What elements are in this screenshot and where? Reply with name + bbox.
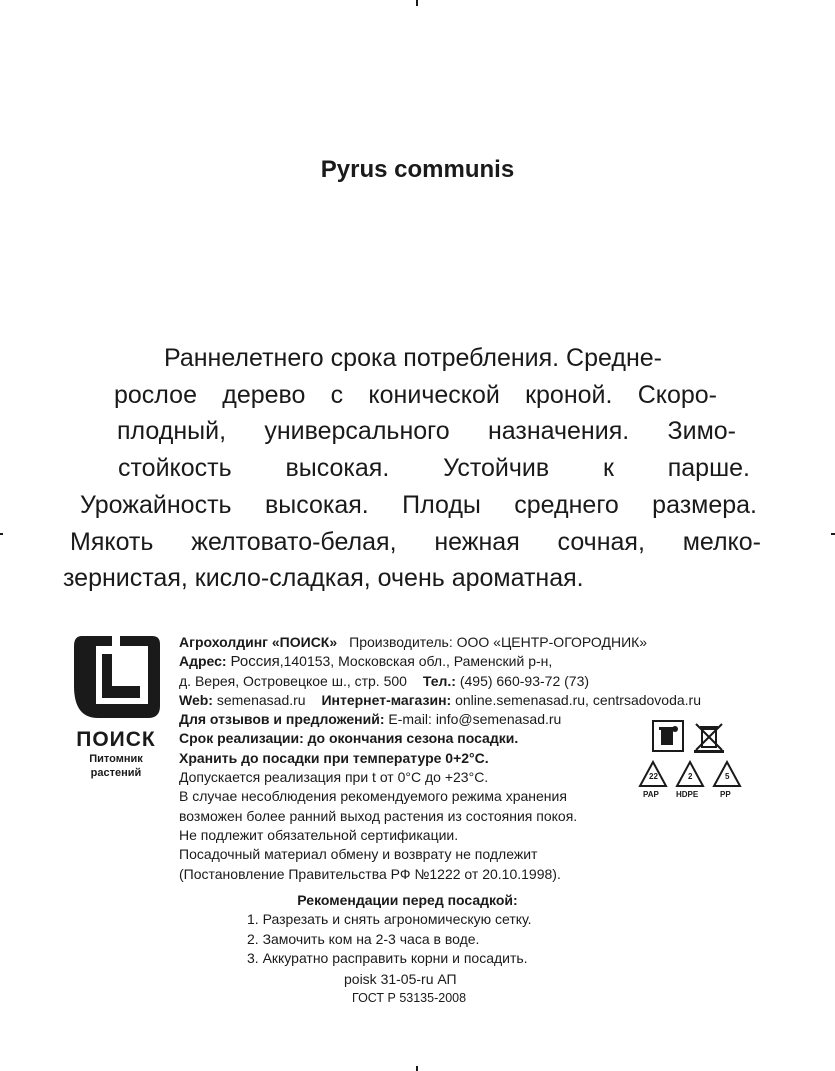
tel-label: Тел.:: [422, 672, 456, 689]
storage-condition: Хранить до посадки при температуре 0+2°С.: [179, 749, 489, 766]
gost-standard: ГОСТ Р 53135-2008: [352, 991, 467, 1006]
address-line-2: д. Верея, Островецкое ш., стр. 500: [179, 672, 407, 689]
note-line: В случае несоблюдения рекомендуемого режима хранения: [179, 788, 567, 805]
address-country: Россия: [230, 653, 280, 671]
recommendation-step: 1. Разрезать и снять агрономическую сетку.: [247, 911, 532, 928]
product-code: poisk 31-05-ru АП: [344, 971, 457, 988]
recycle-code: 22: [649, 772, 658, 781]
crop-mark-bottom: [416, 1066, 418, 1071]
shop-label: Интернет-магазин:: [321, 691, 452, 708]
description-line: Урожайность высокая. Плоды среднего размера.: [80, 490, 757, 519]
feedback-email[interactable]: E-mail: info@semenasad.ru: [388, 711, 562, 728]
web-label: Web:: [179, 691, 213, 708]
logo-subtitle: Питомник: [89, 753, 143, 765]
crop-mark-top: [416, 0, 418, 6]
description-line: Раннелетнего срока потребления. Средне-: [163, 344, 662, 372]
tel-value: (495) 660-93-72 (73): [459, 672, 590, 689]
recycle-label: PAP: [643, 790, 659, 799]
description-line: зернистая, кисло-сладкая, очень ароматная.: [63, 564, 584, 593]
producer: Производитель: ООО «ЦЕНТР-ОГОРОДНИК»: [349, 634, 648, 650]
recycle-code: 2: [688, 772, 693, 781]
address-row: [179, 652, 779, 671]
address-label: Адрес:: [179, 653, 227, 670]
crossed-bin-icon: [692, 720, 726, 754]
feedback-label: Для отзывов и предложений:: [179, 711, 385, 728]
company-row: [179, 633, 779, 652]
shop-links[interactable]: online.semenasad.ru, centrsadovoda.ru: [455, 691, 702, 708]
web-link[interactable]: semenasad.ru: [216, 691, 306, 708]
recommendation-step: 3. Аккуратно расправить корни и посадить.: [247, 949, 528, 966]
logo-subtitle: растений: [90, 767, 142, 779]
planting-recommendations: [0, 891, 835, 1009]
recommendations-heading: Рекомендации перед посадкой:: [297, 892, 518, 908]
recycle-label: HDPE: [676, 790, 699, 799]
company-name: Агрохолдинг «ПОИСК»: [179, 634, 338, 650]
recycle-label: PP: [720, 790, 731, 799]
description-line: рослое дерево с конической кроной. Скоро-: [114, 380, 717, 409]
crop-mark-left: [0, 533, 3, 535]
note-line: (Постановление Правительства РФ №1222 от 20.10.1998).: [179, 865, 561, 882]
description-line: Мякоть желтовато-белая, нежная сочная, мелко-: [70, 527, 761, 556]
web-row: [179, 691, 779, 710]
crop-mark-right: [831, 533, 835, 535]
recommendation-step: 2. Замочить ком на 2-3 часа в воде.: [247, 930, 480, 947]
note-line: Посадочный материал обмену и возврату не подлежит: [179, 846, 538, 863]
poisk-logo-icon: [72, 632, 164, 722]
variety-description: [63, 340, 763, 597]
packaging-symbols: [636, 720, 746, 810]
note-line: возможен более ранний выход растения из состояния покоя.: [179, 807, 578, 824]
note-line: Не подлежит обязательной сертификации.: [179, 826, 459, 843]
description-line: плодный, универсального назначения. Зимо-: [117, 417, 736, 446]
recycle-code: 5: [725, 772, 730, 781]
sale-term: Срок реализации: до окончания сезона посадки.: [179, 730, 519, 747]
species-title: Pyrus communis: [320, 156, 515, 183]
logo-brand: ПОИСК: [76, 728, 156, 751]
poisk-logo: [68, 632, 164, 780]
address-row-2: [179, 672, 779, 691]
description-line: стойкость высокая. Устойчив к парше.: [118, 454, 750, 483]
trash-bin-icon: [652, 720, 684, 752]
address-rest: ,140153, Московская обл., Раменский р-н,: [279, 653, 553, 670]
note-line: Допускается реализация при t от 0°С до +23°С.: [179, 769, 489, 786]
